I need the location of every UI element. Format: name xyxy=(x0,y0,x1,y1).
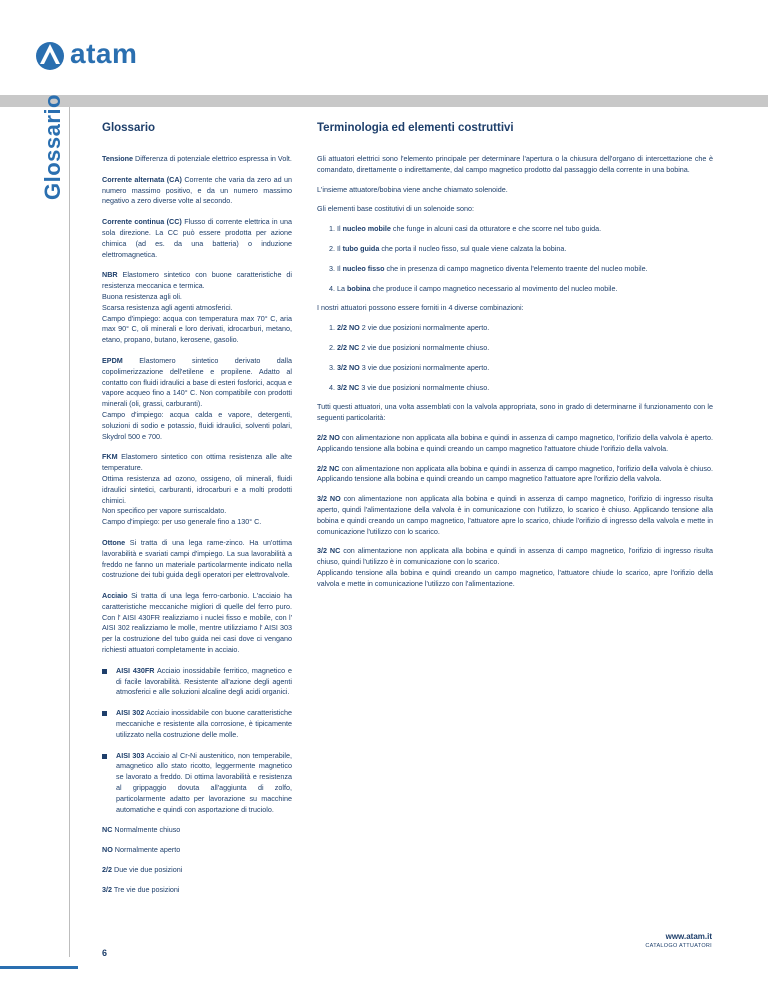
glossary-entry-extra: Buona resistenza agli oli. xyxy=(102,291,182,301)
abbreviation-item xyxy=(102,845,292,856)
abbreviation-item-term: NO xyxy=(102,845,113,855)
combination-item-term: 3/2 NO xyxy=(337,362,360,372)
atam-logo-icon xyxy=(30,36,70,76)
brand-logo-text: atam xyxy=(70,38,138,69)
combination-item-text: 3 vie due posizioni normalmente chiuso. xyxy=(359,382,490,392)
element-item: 2. Il tubo guida che porta il nucleo fisso, sul quale viene calzata la bobina. xyxy=(329,243,567,253)
glossary-entry-term: Corrente alternata (CA) xyxy=(102,174,182,184)
combination-item-term: 2/2 NC xyxy=(337,342,360,352)
glossary-entry xyxy=(102,356,292,442)
detail-item-extra: Applicando tensione alla bobina e quindi creando un campo magnetico, l'attuatore chiude lo scarico, apre l'orifizio della valvola e mette in comunicazione l'utilizzo con l'alimentazione. xyxy=(317,567,713,588)
steel-bullets xyxy=(102,666,292,816)
combinations-list xyxy=(317,323,713,393)
detail-item-term: 2/2 NC xyxy=(317,463,340,473)
glossary-entry-extra: Ottima resistenza ad ozono, ossigeno, oli minerali, fluidi idraulici sintetici, carburanti, idrocarburi e a molti prodotti chimici. xyxy=(102,473,292,505)
glossary-entry-term: Corrente continua (CC) xyxy=(102,217,182,227)
page-number: 6 xyxy=(102,948,108,958)
abbreviation-item xyxy=(102,885,292,896)
glossary-entry-text: Si tratta di una lega ferro-carbonio. L'acciaio ha caratteristiche meccaniche migliori di quelle del ferro puro. Con l' AISI 430FR realizziamo i nuclei fisso e mobile, con l' AISI 302 realizziamo le molle, mentre utilizziamo l' AISI 303 per la costruzione del tubo guida nei casi dove ci vengano richiesti attuatori completamente in acciaio. xyxy=(102,591,292,655)
glossary-heading: Glossario xyxy=(102,122,156,134)
intro-paragraph: Gli attuatori elettrici sono l'elemento principale per determinare l'apertura o la chiusura dell'organo di intercettazione che è comandato, direttamente o indirettamente, dal campo magnetico prodotto dal passaggio della corrente in una bobina. xyxy=(317,154,713,174)
solenoid-paragraph: L'insieme attuatore/bobina viene anche chiamato solenoide. xyxy=(317,184,508,194)
abbreviation-item-term: 2/2 xyxy=(102,865,112,875)
element-item-term: bobina xyxy=(346,283,371,293)
glossary-entry xyxy=(102,591,292,656)
steel-bullet-item-text: Acciaio al Cr-Ni austenitico, non temperabile, amagnetico allo stato ricotto, leggermente magnetico se lavorato a freddo. Di ottima lavorabilità e resistenza al grippaggio dovuta all'aggiunta di zolfo, particolarmente adatto per lavorazione su macchine automatiche e quindi con asportazione di truciolo. xyxy=(116,750,292,814)
glossary-entry-text: Corrente che varia da zero ad un numero massimo positivo, e da un numero massimo negativo a zero diverse volte al secondo. xyxy=(102,174,293,206)
element-item-text: che porta il nucleo fisso, sul quale viene calzata la bobina. xyxy=(379,243,567,253)
combination-item-term: 3/2 NC xyxy=(337,382,360,392)
glossary-entry xyxy=(102,154,292,165)
steel-bullet-item xyxy=(102,666,292,698)
glossary-entry-term: EPDM xyxy=(102,355,123,365)
glossary-entry-text: Differenza di potenziale elettrico espressa in Volt. xyxy=(133,154,292,163)
side-title-band xyxy=(37,94,69,200)
glossary-entry-text: Elastomero sintetico con buone caratteristiche di resistenza meccanica e termica. xyxy=(102,270,292,291)
detail-item xyxy=(317,546,713,589)
combination-item: 4. 3/2 NC 3 vie due posizioni normalmente chiuso. xyxy=(329,382,490,392)
abbreviations xyxy=(102,825,292,895)
steel-bullet-item-term: AISI 302 xyxy=(116,708,145,718)
steel-bullet-item xyxy=(102,708,292,740)
glossary-entry-term: Acciaio xyxy=(102,591,128,601)
glossary-entry-term: Ottone xyxy=(102,537,126,547)
bullet-square-icon xyxy=(102,711,107,716)
detail-item-term: 3/2 NO xyxy=(317,494,341,504)
bullet-square-icon xyxy=(102,669,107,674)
glossary-entry-term: NBR xyxy=(102,270,118,280)
combination-item-term: 2/2 NO xyxy=(337,323,360,333)
abbreviation-item xyxy=(102,865,292,876)
abbreviation-item-term: 3/2 xyxy=(102,884,112,894)
steel-bullet-item-term: AISI 303 xyxy=(116,750,145,760)
glossary-entry-extra: Non specifico per vapore surriscaldato. xyxy=(102,506,227,516)
detail-item-text: con alimentazione non applicata alla bobina e quindi in assenza di campo magnetico, l'orifizio della valvola è aperto. Applicando tensione alla bobina e quindi creando un campo magnetico l'attuatore chiude l'orifizio della valvola. xyxy=(317,432,713,453)
abbreviation-item-term: NC xyxy=(102,825,113,835)
top-gray-bar xyxy=(0,95,768,107)
steel-bullet-item-term: AISI 430FR xyxy=(116,665,155,675)
abbreviation-item-text: Normalmente chiuso xyxy=(112,825,181,835)
element-item-term: nucleo fisso xyxy=(342,263,385,273)
glossary-entry xyxy=(102,175,292,207)
combination-item-text: 3 vie due posizioni normalmente aperto. xyxy=(359,362,490,372)
bottom-blue-bar xyxy=(0,966,78,969)
glossary-entry-term: Tensione xyxy=(102,154,134,163)
abbreviation-item-text: Tre vie due posizioni xyxy=(112,884,180,894)
footer-catalog: CATALOGO ATTUATORI xyxy=(645,943,712,949)
combination-item-text: 2 vie due posizioni normalmente aperto. xyxy=(359,323,490,333)
combination-item: 2. 2/2 NC 2 vie due posizioni normalmente chiuso. xyxy=(329,342,490,352)
detail-item xyxy=(317,494,713,537)
detail-item xyxy=(317,433,713,455)
steel-bullet-item-text: Acciaio inossidabile ferritico, magnetico e di facile lavorabilità. Resistente all'azione degli agenti atmosferici e alle soluzioni alcaline degli acidi organici. xyxy=(116,665,292,697)
element-item-text: che in presenza di campo magnetico diventa l'elemento traente del nucleo mobile. xyxy=(384,263,648,273)
steel-bullet-item-text: Acciaio inossidabile con buone caratteristiche meccaniche e resistente alla corrosione, è tipicamente utilizzato nella costruzione delle molle. xyxy=(116,708,292,739)
glossary-entries xyxy=(102,154,292,656)
combination-item-text: 2 vie due posizioni normalmente chiuso. xyxy=(359,342,490,352)
elements-intro: Gli elementi base costitutivi di un solenoide sono: xyxy=(317,204,475,214)
glossary-entry-text: Flusso di corrente elettrica in una sola direzione. La CC può essere prodotta per azione chimica (ad es. da una batteria) o induzione elettromagnetica. xyxy=(102,217,292,259)
side-title: Glossario xyxy=(40,94,66,200)
footer-url: www.atam.it xyxy=(665,932,712,941)
detail-item-text: con alimentazione non applicata alla bobina e quindi in assenza di campo magnetico, l'orifizio della valvola è chiuso. Applicando tensione alla bobina e quindi creando un campo magnetico l'attuatore apre l'orifizio della valvola. xyxy=(317,463,714,484)
elements-list xyxy=(317,224,713,294)
glossary-entry-extra: Scarsa resistenza agli agenti atmosferici. xyxy=(102,302,233,312)
glossary-entry-extra: Campo d'impiego: acqua calda e vapore, detergenti, soluzioni di sodio e potassio, fluidi idraulici, solventi polari, Skydrol 500 e 700. xyxy=(102,409,292,441)
glossary-entry xyxy=(102,217,292,260)
detail-item-text: con alimentazione non applicata alla bobina e quindi in assenza di campo magnetico, l'orifizio di ingresso risulta aperto, quindi l'alimentazione della valvola è in comunicazione con l'utilizzo, lo scarico è chiuso. Applicando tensione alla bobina e quindi creando un campo magnetico, l'attuatore apre lo scarico, chiude l'orifizio di ingresso della valvola e mette in comunicazione l'utilizzo con lo scarico. xyxy=(317,494,713,536)
glossary-entry-text: Elastomero sintetico con ottima resistenza alle alte temperature. xyxy=(102,452,292,473)
element-item-text: che funge in alcuni casi da otturatore e che scorre nel tubo guida. xyxy=(390,224,602,234)
glossary-entry-term: FKM xyxy=(102,452,118,462)
glossary-entry-text: Elastomero sintetico derivato dalla copolimerizzazione dell'etilene e propilene. Adatto al contatto con fluidi idraulici a base di esteri fosforici, acqua e vapore acqueo fino a 140° C. Non compatibile con prodotti minerali (oli, grassi, carburanti). xyxy=(102,355,292,409)
element-item: 1. Il nucleo mobile che funge in alcuni casi da otturatore e che scorre nel tubo guida. xyxy=(329,224,602,234)
element-item: 3. Il nucleo fisso che in presenza di campo magnetico diventa l'elemento traente del nucleo mobile. xyxy=(329,263,648,273)
steel-bullet-item xyxy=(102,751,292,816)
glossary-column xyxy=(102,122,292,905)
details-list xyxy=(317,433,713,590)
element-item-text: che produce il campo magnetico necessario al movimento del nucleo mobile. xyxy=(370,283,618,293)
terminology-column xyxy=(317,122,713,599)
detail-item-term: 2/2 NO xyxy=(317,432,340,442)
glossary-entry xyxy=(102,452,292,528)
features-intro: Tutti questi attuatori, una volta assemblati con la valvola appropriata, sono in grado di determinarne il funzionamento con le seguenti particolarità: xyxy=(317,402,713,423)
combination-item: 3. 3/2 NO 3 vie due posizioni normalmente aperto. xyxy=(329,362,490,372)
detail-item xyxy=(317,464,713,486)
detail-item-term: 3/2 NC xyxy=(317,546,341,556)
element-item-term: nucleo mobile xyxy=(342,224,391,234)
abbreviation-item xyxy=(102,825,292,836)
combination-item: 1. 2/2 NO 2 vie due posizioni normalmente aperto. xyxy=(329,323,490,333)
combinations-intro: I nostri attuatori possono essere forniti in 4 diverse combinazioni: xyxy=(317,303,524,313)
glossary-entry-text: Si tratta di una lega rame-zinco. Ha un'ottima lavorabilità e svariati campi d'impiego. La sua lavorabilità a freddo ne fanno un materiale particolarmente indicato nella costruzione dei tubi guida degli operatori per elettrovalvole. xyxy=(102,537,292,580)
bullet-square-icon xyxy=(102,754,107,759)
detail-item-text: con alimentazione non applicata alla bobina e quindi in assenza di campo magnetico, l'orifizio di ingresso risulta chiuso, quindi l'utilizzo è in comunicazione con lo scarico. xyxy=(317,546,713,567)
vertical-divider xyxy=(69,107,70,957)
element-item-term: tubo guida xyxy=(342,243,380,253)
terminology-heading: Terminologia ed elementi costruttivi xyxy=(317,122,514,134)
abbreviation-item-text: Due vie due posizioni xyxy=(112,865,183,875)
glossary-entry-extra: Campo d'impiego: per uso generale fino a 130° C. xyxy=(102,517,262,527)
element-item: 4. La bobina che produce il campo magnetico necessario al movimento del nucleo mobile. xyxy=(329,283,618,293)
abbreviation-item-text: Normalmente aperto xyxy=(112,845,181,855)
glossary-entry-extra: Campo d'impiego: acqua con temperatura max 70° C, aria max 90° C, oli minerali e loro derivati, idrocarburi, metano, etano, propano, butano, kerosene, gasolio. xyxy=(102,313,292,345)
glossary-entry xyxy=(102,538,292,581)
glossary-entry xyxy=(102,270,292,346)
